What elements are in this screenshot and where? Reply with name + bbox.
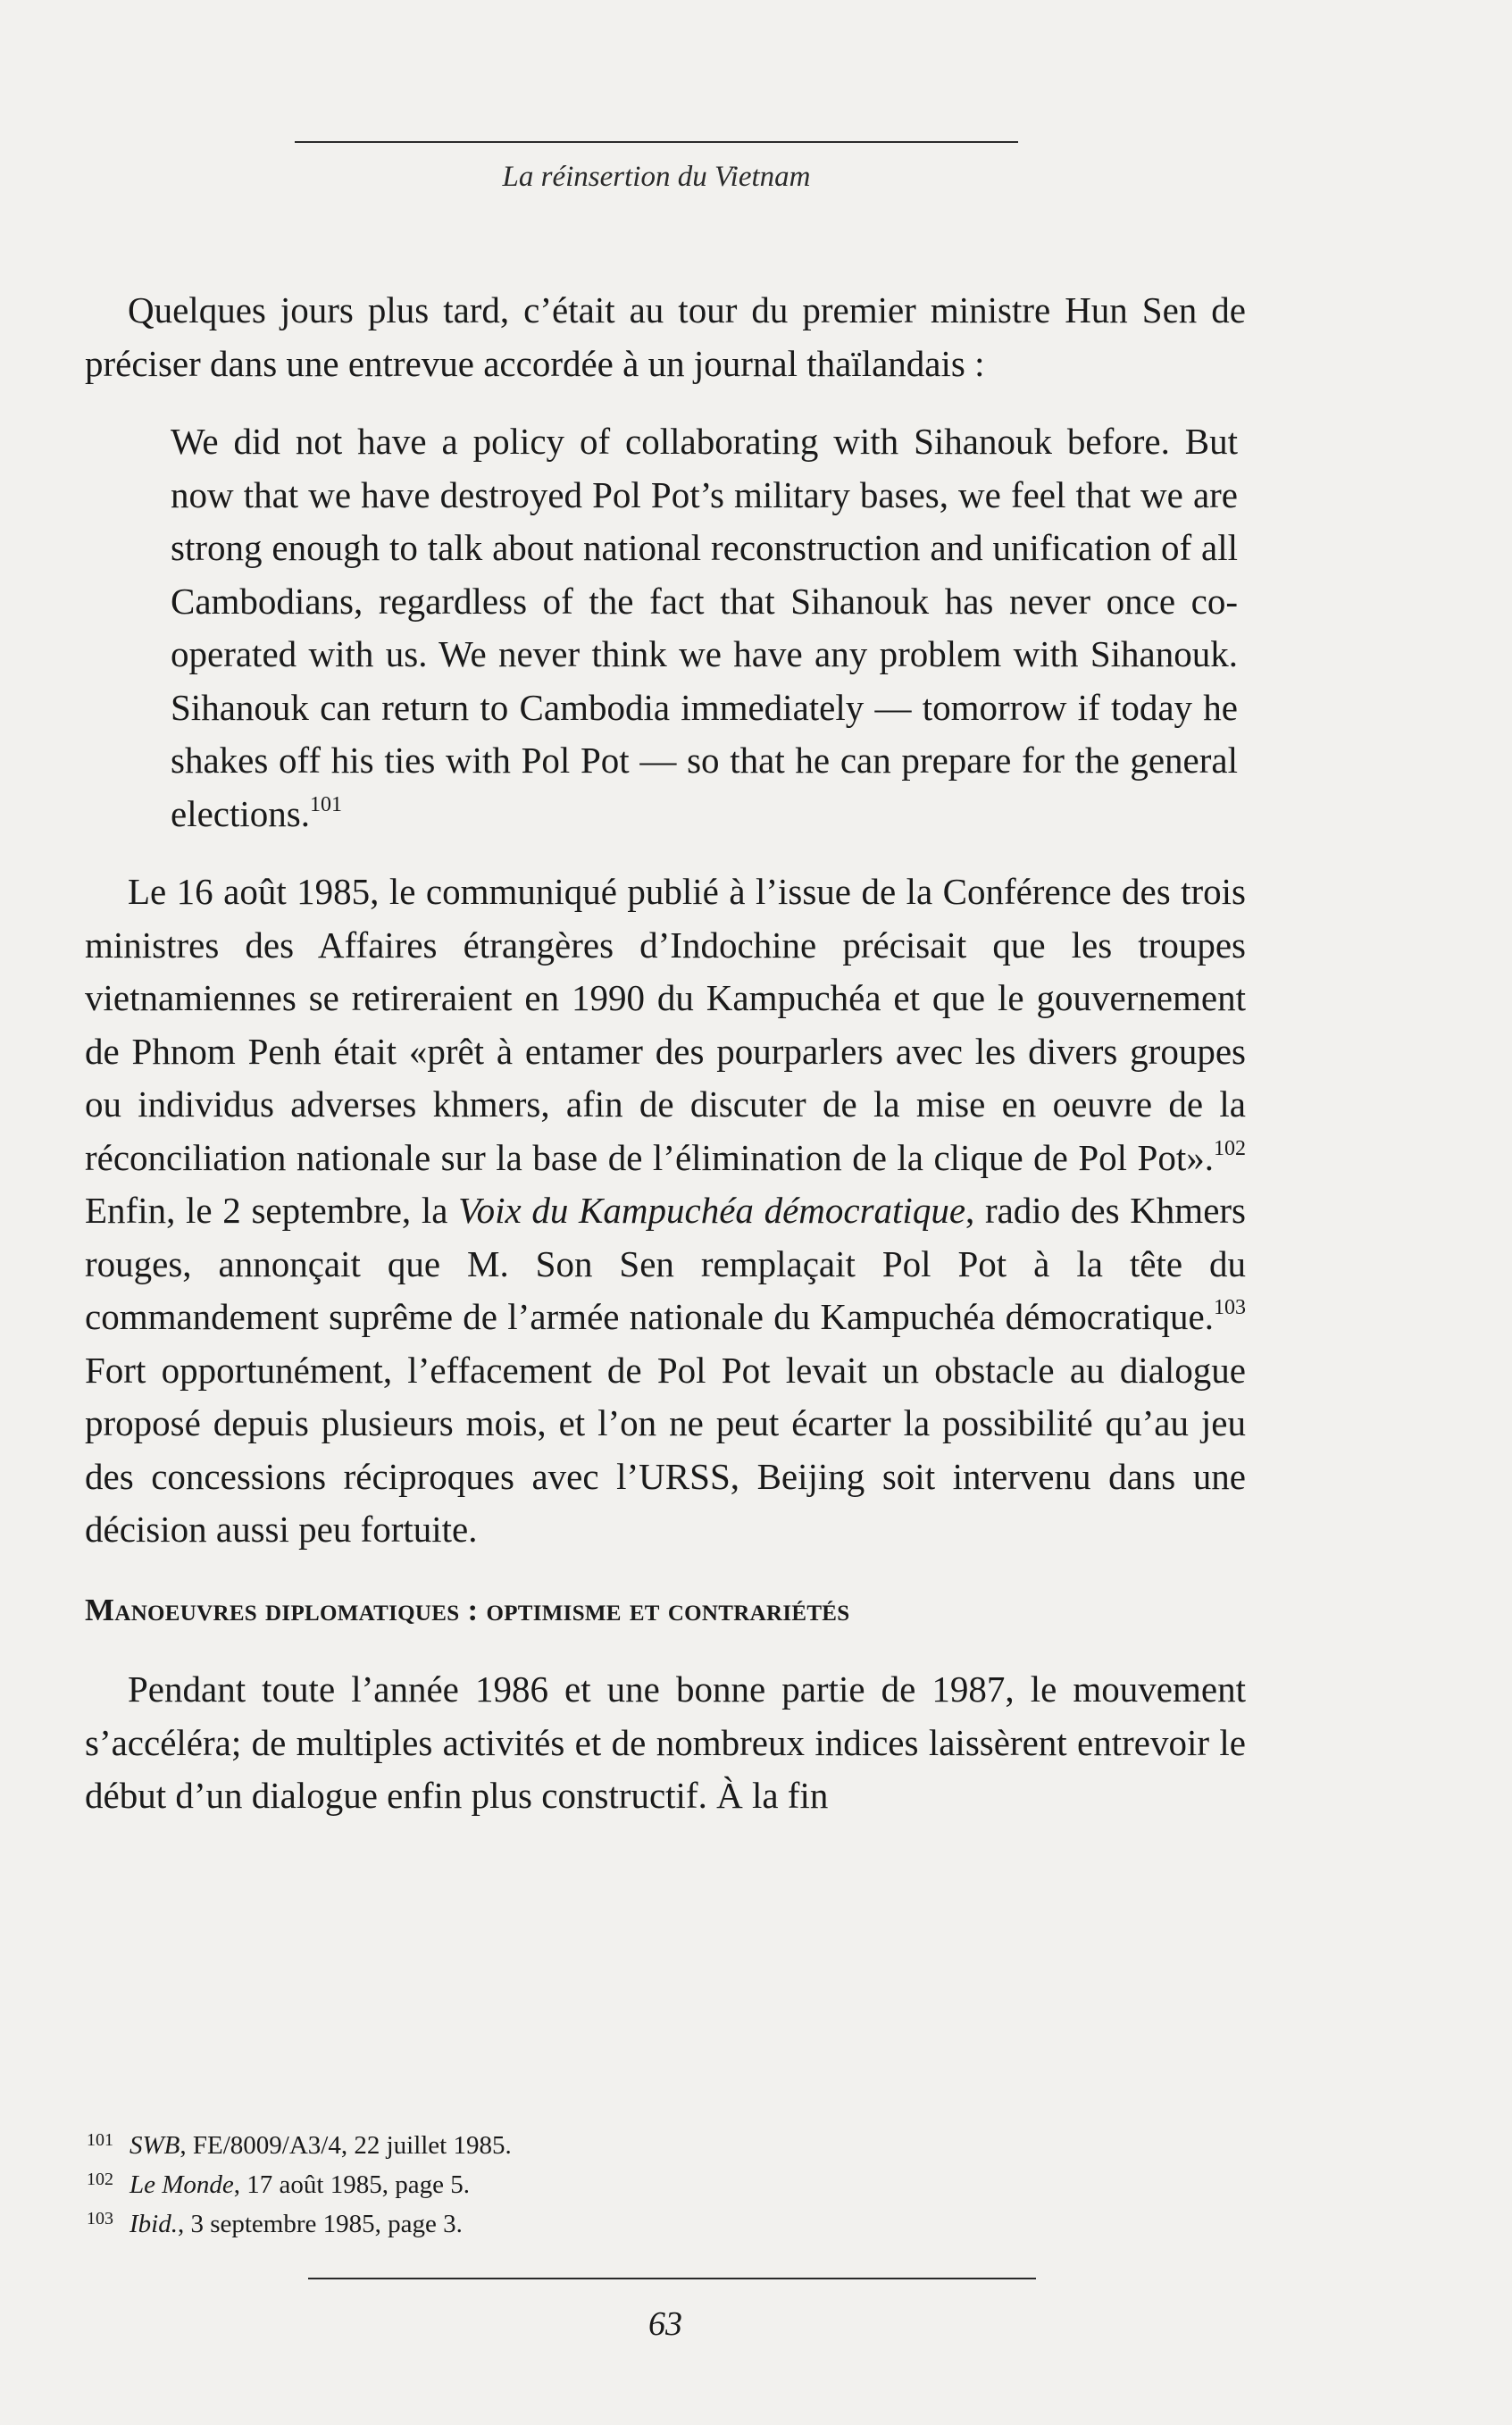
footnote-number: 101: [87, 2130, 113, 2150]
paragraph-1986: Pendant toute l’année 1986 et une bonne partie de 1987, le mouvement s’accéléra; de multiples activités et de nombreux indices laissèrent entrevoir le début d’un dialogue enfin plus constructif. À la fin: [85, 1668, 1246, 1816]
footer-rule: [308, 2278, 1036, 2279]
footnote-detail: , FE/8009/A3/4, 22 juillet 1985.: [180, 2131, 512, 2160]
block-quote: [171, 415, 1238, 840]
paragraph-communique-part-c: , radio des Khmers rouges, annonçait que M. Son Sen remplaçait Pol Pot à la tête du commandement suprême de l’armée nationale du Kampuchéa démocratique.: [85, 1190, 1246, 1337]
footnote-number: 102: [87, 2170, 113, 2189]
paragraph-intro: Quelques jours plus tard, c’était au tour du premier ministre Hun Sen de préciser dans une entrevue accordée à un journal thaïlandais :: [85, 289, 1246, 384]
footnote-source: Ibid.: [129, 2210, 178, 2238]
footnote-detail: , 3 septembre 1985, page 3.: [177, 2210, 463, 2238]
footnote-103: [87, 2204, 1158, 2244]
footnote-101: [87, 2126, 1158, 2165]
paragraph-communique-part-b: Enfin, le 2 septembre, la: [85, 1190, 459, 1231]
paragraph-communique-part-a: Le 16 août 1985, le communiqué publié à l’issue de la Conférence des trois ministres des Affaires étrangères d’Indochine précisait que les troupes vietnamiennes se retireraient en 1990 du Kampuchéa et que le gouvernement de Phnom Penh était «prêt à entamer des pourparlers avec les divers groupes ou individus adverses khmers, afin de discuter de la mise en oeuvre de la réconciliation nationale sur la base de l’élimination de la clique de Pol Pot».: [85, 871, 1246, 1178]
footnotes: [87, 2126, 1158, 2244]
footnote-text: [129, 2204, 463, 2244]
paragraph-communique-part-d: Fort opportunément, l’effacement de Pol Pot levait un obstacle au dialogue proposé depuis plusieurs mois, et l’on ne peut écarter la possibilité qu’au jeu des concessions réciproques avec l’URSS, Beijing soit intervenu dans une décision aussi peu fortuite.: [85, 1349, 1246, 1550]
radio-title: Voix du Kampuchéa démocratique: [458, 1190, 966, 1231]
page-number: 63: [648, 2305, 682, 2343]
footnote-source: Le Monde: [129, 2170, 234, 2199]
quote-text: We did not have a policy of collaborating with Sihanouk before. But now that we have destroyed Pol Pot’s military bases, we feel that we are strong enough to talk about national reconstruction and unification of all Cambodians, regardless of the fact that Sihanouk has never once co-operated with us. We never think we have any problem with Sihanouk. Sihanouk can return to Cambodia immediately — tomorrow if today he shakes off his ties with Pol Pot — so that he can prepare for the general elections.: [171, 421, 1238, 834]
footnote-ref-102: 102: [1214, 1136, 1246, 1160]
body-text: [85, 284, 1246, 1823]
header-rule: [295, 141, 1018, 143]
footnote-ref-101: 101: [309, 792, 342, 816]
section-heading: [85, 1584, 1246, 1637]
running-head: La réinsertion du Vietnam: [502, 161, 811, 193]
footnote-source: SWB: [129, 2131, 180, 2160]
footnote-text: [129, 2165, 470, 2204]
footnote-102: [87, 2165, 1158, 2204]
footnote-detail: , 17 août 1985, page 5.: [233, 2170, 470, 2199]
section-heading-text: Manoeuvres diplomatiques : optimisme et contrariétés: [85, 1592, 850, 1627]
paragraph-communique: [85, 865, 1246, 1557]
footnote-number: 103: [87, 2209, 113, 2228]
footnote-text: [129, 2126, 512, 2165]
footnote-ref-103: 103: [1214, 1296, 1246, 1320]
